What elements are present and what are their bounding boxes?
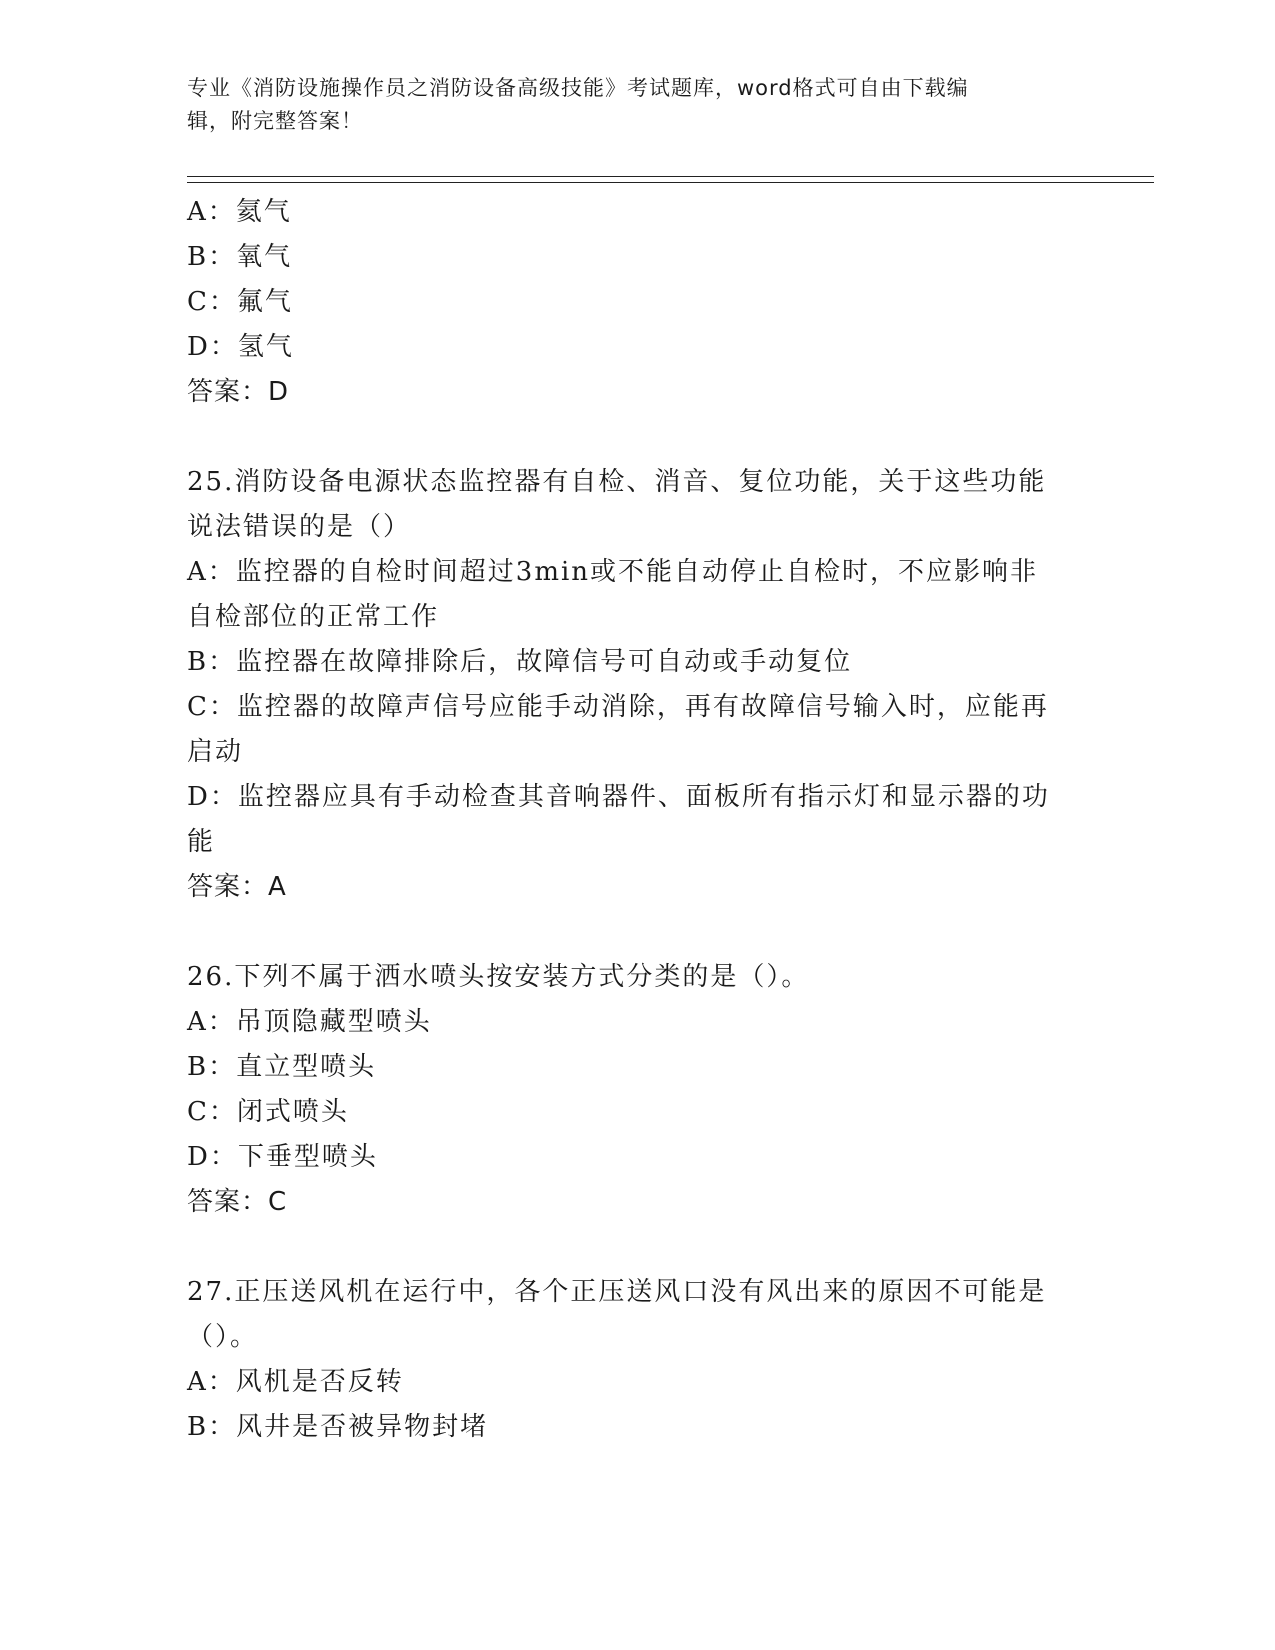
q25-option-b: B：监控器在故障排除后，故障信号可自动或手动复位: [187, 647, 853, 677]
spacer: [187, 415, 1077, 460]
spacer: [187, 1225, 1077, 1270]
q25-answer: 答案：A: [187, 872, 287, 902]
q25-option-d-line-2: 能: [187, 827, 216, 857]
header-line-1: 专业《消防设施操作员之消防设备高级技能》考试题库，word格式可自由下载编: [187, 76, 969, 100]
q25-option-a-line-2: 自检部位的正常工作: [187, 602, 440, 632]
q25-stem-line-2: 说法错误的是（）: [187, 512, 412, 542]
q25-stem-line-1: 25.消防设备电源状态监控器有自检、消音、复位功能，关于这些功能: [187, 467, 1047, 497]
q24-option-b: B：氧气: [187, 242, 293, 272]
q25-option-c-line-1: C：监控器的故障声信号应能手动消除，再有故障信号输入时，应能再: [187, 692, 1049, 722]
q27-stem-line-1: 27.正压送风机在运行中，各个正压送风口没有风出来的原因不可能是: [187, 1277, 1047, 1307]
q26-option-a: A：吊顶隐藏型喷头: [187, 1007, 432, 1037]
q26-stem: 26.下列不属于洒水喷头按安装方式分类的是（）。: [187, 962, 810, 992]
q24-answer: 答案：D: [187, 377, 290, 407]
q24-option-c: C：氟气: [187, 287, 293, 317]
q25-option-a-line-1: A：监控器的自检时间超过3min或不能自动停止自检时，不应影响非: [187, 557, 1039, 587]
q24-option-d: D：氢气: [187, 332, 294, 362]
question-list: [187, 190, 1077, 1450]
header-divider-top: [187, 176, 1154, 177]
q27-stem-line-2: （）。: [187, 1322, 259, 1352]
q25-option-d-line-1: D：监控器应具有手动检查其音响器件、面板所有指示灯和显示器的功: [187, 782, 1050, 812]
q26-option-d: D：下垂型喷头: [187, 1142, 378, 1172]
q26-option-b: B：直立型喷头: [187, 1052, 377, 1082]
q24-option-a: A：氦气: [187, 197, 292, 227]
q27-option-a: A：风机是否反转: [187, 1367, 404, 1397]
document-header: [187, 72, 1067, 138]
q27-option-b: B：风井是否被异物封堵: [187, 1412, 489, 1442]
q25-option-c-line-2: 启动: [187, 737, 244, 767]
spacer: [187, 910, 1077, 955]
q26-answer: 答案：C: [187, 1187, 288, 1217]
header-divider-bottom: [187, 182, 1154, 183]
q26-option-c: C：闭式喷头: [187, 1097, 349, 1127]
header-line-2: 辑，附完整答案！: [187, 109, 363, 133]
